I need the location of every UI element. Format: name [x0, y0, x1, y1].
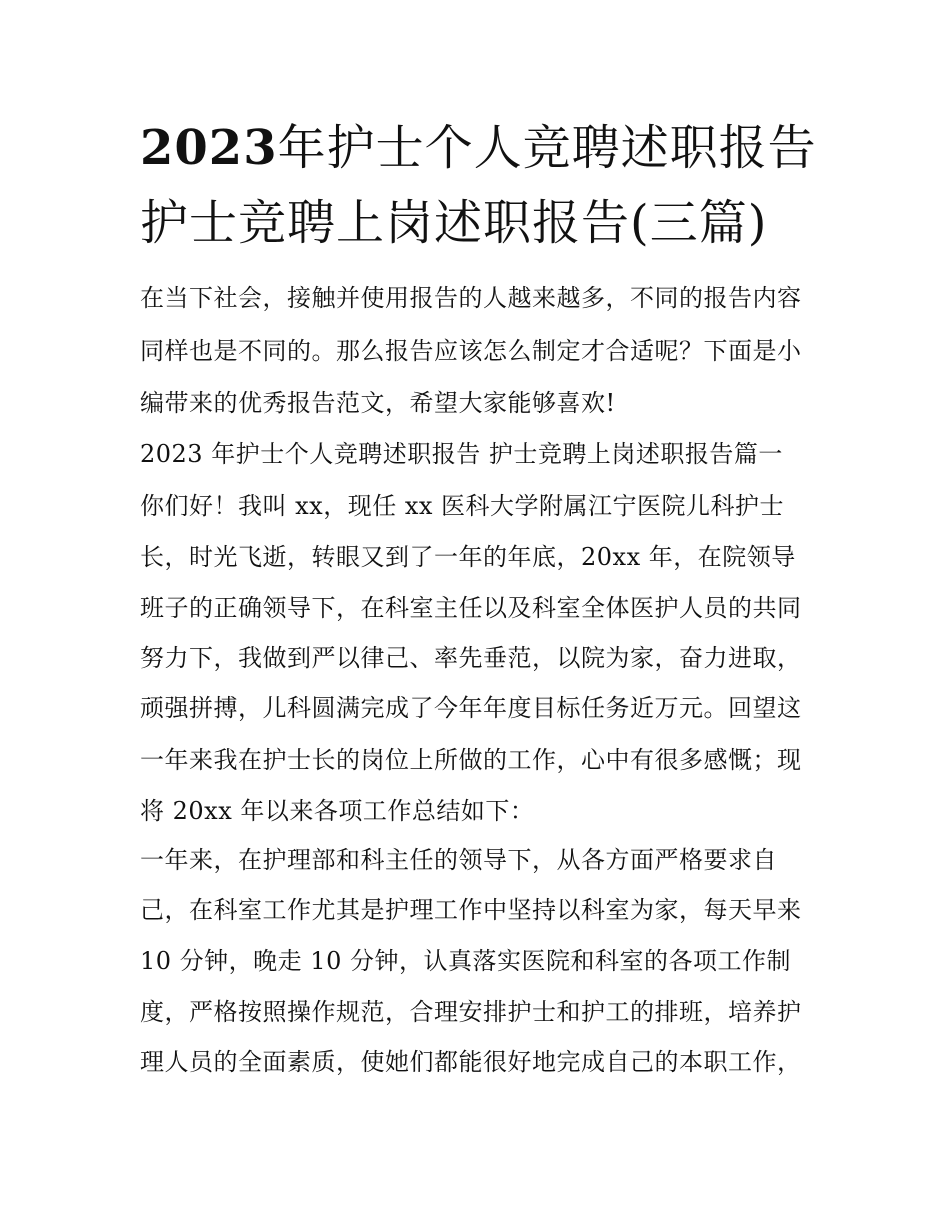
- section-heading: 2023 年护士个人竞聘述职报告 护士竞聘上岗述职报告篇一: [140, 440, 783, 468]
- body-line: 理人员的全面素质，使她们都能很好地完成自己的本职工作，: [140, 1048, 802, 1076]
- body-line: 己，在科室工作尤其是护理工作中坚持以科室为家，每天早来: [140, 896, 802, 924]
- body-line: 一年来我在护士长的岗位上所做的工作，心中有很多感慨；现: [140, 746, 802, 774]
- document-title-line-1: [140, 117, 820, 179]
- body-line: 在当下社会，接触并使用报告的人越来越多，不同的报告内容: [140, 284, 802, 312]
- body-line: 班子的正确领导下，在科室主任以及科室全体医护人员的共同: [140, 594, 802, 622]
- body-line: 度，严格按照操作规范，合理安排护士和护工的排班，培养护: [140, 998, 802, 1026]
- document-title-line-2: 护士竞聘上岗述职报告(三篇): [140, 195, 768, 251]
- body-line: 顽强拼搏，儿科圆满完成了今年年度目标任务近万元。回望这: [140, 694, 802, 722]
- body-line: 同样也是不同的。那么报告应该怎么制定才合适呢？下面是小: [140, 337, 802, 365]
- title-year: 2023: [140, 120, 278, 176]
- body-line: 10 分钟，晚走 10 分钟，认真落实医院和科室的各项工作制: [140, 947, 791, 975]
- body-line: 努力下，我做到严以律己、率先垂范，以院为家，奋力进取，: [140, 644, 802, 672]
- body-line: 一年来，在护理部和科主任的领导下，从各方面严格要求自: [140, 846, 777, 874]
- body-line: 编带来的优秀报告范文，希望大家能够喜欢!: [140, 389, 616, 417]
- title-line-1-text: 年护士个人竞聘述职报告: [277, 120, 817, 176]
- body-line: 你们好！我叫 xx，现任 xx 医科大学附属江宁医院儿科护士: [140, 492, 785, 520]
- body-line: 长，时光飞逝，转眼又到了一年的年底，20xx 年，在院领导: [140, 543, 796, 571]
- body-line: 将 20xx 年以来各项工作总结如下：: [140, 797, 535, 825]
